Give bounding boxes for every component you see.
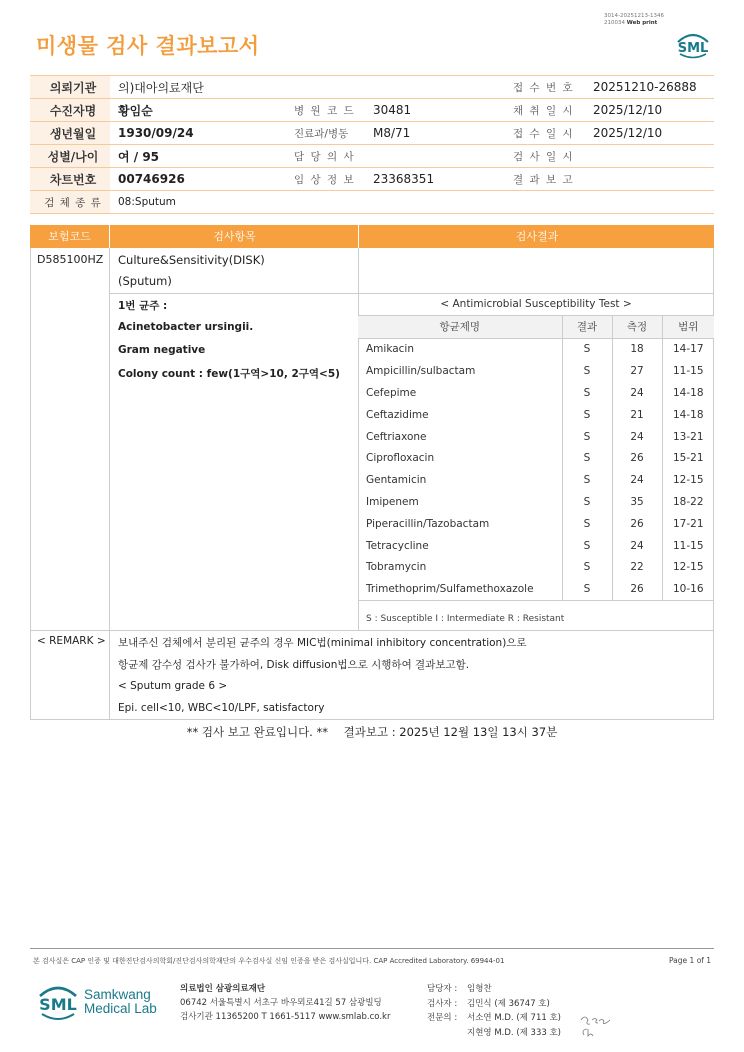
stamp-line-1: 3014-20251213-1346 xyxy=(604,13,664,19)
ast-row xyxy=(358,338,714,360)
ast-result: S xyxy=(562,557,612,579)
org-info xyxy=(180,982,390,1024)
ast-drug: Gentamicin xyxy=(358,469,562,491)
ast-row xyxy=(358,448,714,470)
hospital-code-label: 병 원 코 드 xyxy=(282,99,365,122)
dept-label: 진료과/병동 xyxy=(282,122,365,145)
remark-line-1: 보내주신 검체에서 분리된 균주의 경우 MIC법(minimal inhibitory concentration)으로 xyxy=(118,637,527,649)
hospital-code-value: 30481 xyxy=(365,99,501,122)
completion-line xyxy=(0,724,744,740)
organism-heading: 1번 균주 : xyxy=(118,300,168,312)
test-date-value xyxy=(585,145,714,168)
ast-title: < Antimicrobial Susceptibility Test > xyxy=(358,293,714,315)
ast-result: S xyxy=(562,404,612,426)
ast-row xyxy=(358,491,714,513)
ast-drug: Cefepime xyxy=(358,382,562,404)
collection-date-value: 2025/12/10 xyxy=(585,99,714,122)
staff-list xyxy=(427,982,561,1040)
ast-value: 26 xyxy=(612,578,662,600)
birth-value: 1930/09/24 xyxy=(110,122,282,145)
report-value xyxy=(585,168,714,191)
ast-result: S xyxy=(562,382,612,404)
client-label: 의뢰기관 xyxy=(30,76,110,99)
ast-header-range: 범위 xyxy=(662,315,714,338)
ast-drug: Ceftazidime xyxy=(358,404,562,426)
organism-name: Acinetobacter ursingii. xyxy=(118,321,254,333)
ast-range: 17-21 xyxy=(673,517,704,530)
col-code-header: 보험코드 xyxy=(48,230,91,243)
ast-value: 24 xyxy=(612,469,662,491)
ast-row xyxy=(358,469,714,491)
collection-date-label: 채 취 일 시 xyxy=(501,99,585,122)
remark-line-4: Epi. cell<10, WBC<10/LPF, satisfactory xyxy=(118,702,325,714)
staff-role: 검사자 : xyxy=(427,998,458,1009)
staff-role: 전문의 : xyxy=(427,1013,458,1023)
ast-value: 21 xyxy=(612,404,662,426)
ast-range: 12-15 xyxy=(673,561,704,574)
report-time: 결과보고 : 2025년 12월 13일 13시 37분 xyxy=(343,725,558,739)
staff-role xyxy=(427,1026,467,1041)
org-address: 06742 서울특별시 서초구 바우뫼로41길 57 삼광빌딩 xyxy=(180,998,382,1008)
ast-drug: Imipenem xyxy=(358,491,562,513)
col-result-header: 검사결과 xyxy=(358,225,715,248)
remark-line-2: 항균제 감수성 검사가 불가하여, Disk diffusion법으로 시행하여 결과보고함. xyxy=(118,659,470,671)
accreditation-note: 본 검사실은 CAP 인증 및 대한진단검사의학회/진단검사의학재단의 우수검사실 신임 인증을 받은 검사실입니다. CAP Accredited Laboratory. 69944-01 xyxy=(33,957,505,965)
staff-row xyxy=(427,997,561,1012)
specimen-label: 검 체 종 류 xyxy=(30,191,110,214)
ast-table xyxy=(358,293,714,601)
ast-value: 22 xyxy=(612,557,662,579)
reception-no-value: 20251210-26888 xyxy=(585,76,714,99)
ast-result: S xyxy=(562,578,612,600)
ast-value: 26 xyxy=(612,513,662,535)
staff-name: 서소연 M.D. (제 711 호) xyxy=(467,1013,562,1023)
ast-drug: Ciprofloxacin xyxy=(358,448,562,470)
specimen-value: 08:Sputum xyxy=(110,191,714,214)
ast-drug: Ceftriaxone xyxy=(358,426,562,448)
sex-age-label: 성별/나이 xyxy=(30,145,110,168)
ast-range: 13-21 xyxy=(673,430,704,443)
ast-range: 10-16 xyxy=(662,578,714,600)
footer-divider xyxy=(30,948,714,949)
test-item-name: Culture&Sensitivity(DISK) xyxy=(118,253,265,267)
ast-row xyxy=(358,426,714,448)
ast-row xyxy=(358,535,714,557)
page-number: Page 1 of 1 xyxy=(669,956,712,965)
report-label: 결 과 보 고 xyxy=(501,168,585,191)
staff-role: 담당자 : xyxy=(427,984,458,994)
ast-header-value: 측정 xyxy=(612,315,662,338)
patient-label: 수진자명 xyxy=(30,99,110,122)
ast-value: 24 xyxy=(612,382,662,404)
ast-range: 11-15 xyxy=(673,365,704,378)
dept-value: M8/71 xyxy=(365,122,501,145)
svg-text:SML: SML xyxy=(677,41,709,56)
ast-drug: Tobramycin xyxy=(358,557,562,579)
chart-value: 00746926 xyxy=(110,168,282,191)
staff-name: 임형찬 xyxy=(467,984,492,994)
ast-value: 18 xyxy=(612,338,662,360)
doctor-label: 담 당 의 사 xyxy=(282,145,365,168)
ast-range: 15-21 xyxy=(673,452,704,465)
ast-range: 12-15 xyxy=(673,474,704,487)
doctor-value xyxy=(365,145,501,168)
insurance-code: D585100HZ xyxy=(37,253,104,266)
sex-age-value: 여 / 95 xyxy=(110,145,282,168)
patient-info-table xyxy=(30,75,714,214)
remark-label: < REMARK > xyxy=(37,635,106,647)
report-title: 미생물 검사 결과보고서 xyxy=(36,34,260,58)
ast-row xyxy=(358,557,714,579)
ast-drug: Ampicillin/sulbactam xyxy=(358,360,562,382)
ast-range: 18-22 xyxy=(673,496,704,509)
staff-row xyxy=(427,1011,561,1026)
ast-result: S xyxy=(562,360,612,382)
ast-range: 14-17 xyxy=(673,343,704,356)
signature-icon xyxy=(578,1010,612,1040)
ast-result: S xyxy=(562,448,612,470)
ast-result: S xyxy=(562,338,612,360)
ast-range: 14-18 xyxy=(673,408,704,421)
ast-header-result: 결과 xyxy=(562,315,612,338)
completion-text: ** 검사 보고 완료입니다. ** xyxy=(186,725,328,739)
ast-drug: Piperacillin/Tazobactam xyxy=(358,513,562,535)
org-name: 의료법인 삼광의료재단 xyxy=(180,984,266,994)
ast-row xyxy=(358,578,714,600)
ast-drug: Trimethoprim/Sulfamethoxazole xyxy=(358,578,562,600)
staff-name: 김민식 (제 36747 호) xyxy=(467,998,550,1009)
ast-result: S xyxy=(562,491,612,513)
clinical-value: 23368351 xyxy=(365,168,501,191)
ast-row xyxy=(358,360,714,382)
gram-stain: Gram negative xyxy=(118,344,206,356)
print-stamp xyxy=(604,13,664,27)
ast-value: 26 xyxy=(612,448,662,470)
ast-value: 24 xyxy=(612,535,662,557)
col-item-header: 검사항목 xyxy=(109,225,359,248)
ast-row xyxy=(358,404,714,426)
results-table xyxy=(30,225,714,720)
clinical-label: 임 상 정 보 xyxy=(282,168,365,191)
reception-date-value: 2025/12/10 xyxy=(585,122,714,145)
ast-result: S xyxy=(562,535,612,557)
reception-no-label: 접 수 번 호 xyxy=(501,76,585,99)
chart-label: 차트번호 xyxy=(30,168,110,191)
ast-legend: S : Susceptible I : Intermediate R : Resistant xyxy=(366,614,565,624)
patient-value: 황임순 xyxy=(110,99,282,122)
logo-name-2: Medical Lab xyxy=(84,1001,157,1016)
staff-row xyxy=(427,982,561,997)
ast-result: S xyxy=(562,426,612,448)
reception-date-label: 접 수 일 시 xyxy=(501,122,585,145)
logo-name-1: Samkwang xyxy=(84,987,151,1002)
ast-row xyxy=(358,382,714,404)
ast-range: 14-18 xyxy=(673,387,704,400)
staff-name: 지현영 M.D. (제 333 호) xyxy=(467,1027,562,1038)
ast-range: 11-15 xyxy=(673,539,704,552)
test-item-specimen: (Sputum) xyxy=(118,274,172,288)
test-date-label: 검 사 일 시 xyxy=(501,145,585,168)
stamp-line-2: 210034 Web print xyxy=(604,20,658,26)
ast-result: S xyxy=(562,469,612,491)
sml-logo-icon xyxy=(674,30,712,60)
birth-label: 생년월일 xyxy=(30,122,110,145)
client-value: 의)대아의료재단 xyxy=(110,76,501,99)
ast-value: 35 xyxy=(612,491,662,513)
remark-line-3: < Sputum grade 6 > xyxy=(118,680,228,692)
ast-header-drug: 항균제명 xyxy=(358,315,562,338)
ast-row xyxy=(358,513,714,535)
org-contact: 검사기관 11365200 T 1661-5117 www.smlab.co.kr xyxy=(180,1012,391,1022)
ast-drug: Amikacin xyxy=(358,338,562,360)
ast-value: 27 xyxy=(612,360,662,382)
ast-result: S xyxy=(562,513,612,535)
ast-value: 24 xyxy=(612,426,662,448)
logo-mark-text: SML xyxy=(39,995,77,1014)
ast-drug: Tetracycline xyxy=(358,535,562,557)
staff-row xyxy=(427,1026,561,1041)
samkwang-logo-icon xyxy=(36,980,80,1026)
results-table-header xyxy=(30,225,714,248)
colony-count: Colony count : few(1구역>10, 2구역<5) xyxy=(118,368,340,380)
